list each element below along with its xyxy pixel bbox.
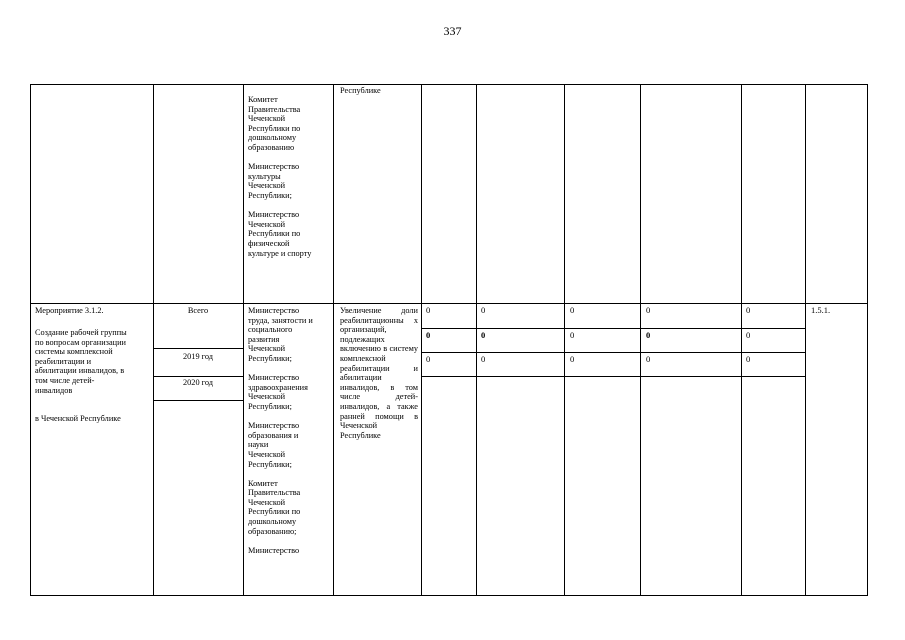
col-line bbox=[153, 84, 154, 596]
value-cell: 0 bbox=[746, 330, 751, 340]
col-line bbox=[867, 84, 868, 596]
value-cell: 0 bbox=[570, 330, 575, 340]
period-divider bbox=[153, 400, 243, 401]
value-cell: 0 bbox=[646, 305, 651, 315]
col-line bbox=[741, 84, 742, 596]
value-cell: 0 bbox=[646, 354, 651, 364]
executors-top-cell: Комитет Правительства Чеченской Республики по дошкольному образованию Министерство культуры Чеченской Республики; Министерство Чеченской Республики по физической культуре и спорту bbox=[248, 95, 312, 258]
value-cell: 0 bbox=[426, 330, 431, 340]
row-divider bbox=[30, 303, 868, 304]
period-2019: 2019 год bbox=[183, 352, 213, 361]
value-cell: 0 bbox=[746, 354, 751, 364]
period-divider bbox=[153, 348, 243, 349]
value-cell: 0 bbox=[646, 330, 651, 340]
page-number: 337 bbox=[443, 24, 462, 38]
value-cell: 0 bbox=[481, 305, 486, 315]
value-cell: 0 bbox=[426, 305, 431, 315]
col-line bbox=[30, 84, 31, 596]
value-cell: 0 bbox=[481, 354, 486, 364]
value-cell: 0 bbox=[570, 354, 575, 364]
col-line bbox=[421, 84, 422, 596]
table-top-border bbox=[30, 84, 868, 85]
value-cell: 0 bbox=[481, 330, 486, 340]
executors-cell: Министерство труда, занятости и социального развития Чеченской Республики; Министерство здравоохранения Чеченской Республики; Министерство образования и науки Чеченской Республики; Комитет Правительства Чеченской Республики по дошкольному образованию; Министерство bbox=[248, 306, 313, 555]
col-line bbox=[805, 84, 806, 596]
indicator-cell: Увеличение доли реабилитационны х организаций, подлежащих включению в систему комплексной реабилитации и абилитации инвалидов, в том числе детей-инвалидов, а также ранней помощи в Чеченской Республике bbox=[340, 306, 418, 440]
col-line bbox=[243, 84, 244, 596]
value-divider bbox=[421, 376, 805, 377]
program-table bbox=[30, 84, 868, 596]
period-2020: 2020 год bbox=[183, 378, 213, 387]
value-cell: 0 bbox=[570, 305, 575, 315]
col-line bbox=[333, 84, 334, 596]
indicator-top-cell: Республике bbox=[340, 86, 381, 95]
value-divider bbox=[421, 328, 805, 329]
value-cell: 0 bbox=[746, 305, 751, 315]
table-bottom-border bbox=[30, 595, 868, 596]
target-reference: 1.5.1. bbox=[811, 305, 831, 315]
col-line bbox=[476, 84, 477, 596]
period-total: Всего bbox=[187, 306, 209, 315]
value-cell: 0 bbox=[426, 354, 431, 364]
col-line bbox=[564, 84, 565, 596]
event-title: Мероприятие 3.1.2. bbox=[35, 306, 104, 315]
col-line bbox=[640, 84, 641, 596]
event-description: Создание рабочей группы по вопросам организации системы комплексной реабилитации и абилитации инвалидов, в том числе детей- инвалидов в Чеченской Республике bbox=[35, 328, 127, 424]
period-divider bbox=[153, 376, 243, 377]
value-divider bbox=[421, 352, 805, 353]
